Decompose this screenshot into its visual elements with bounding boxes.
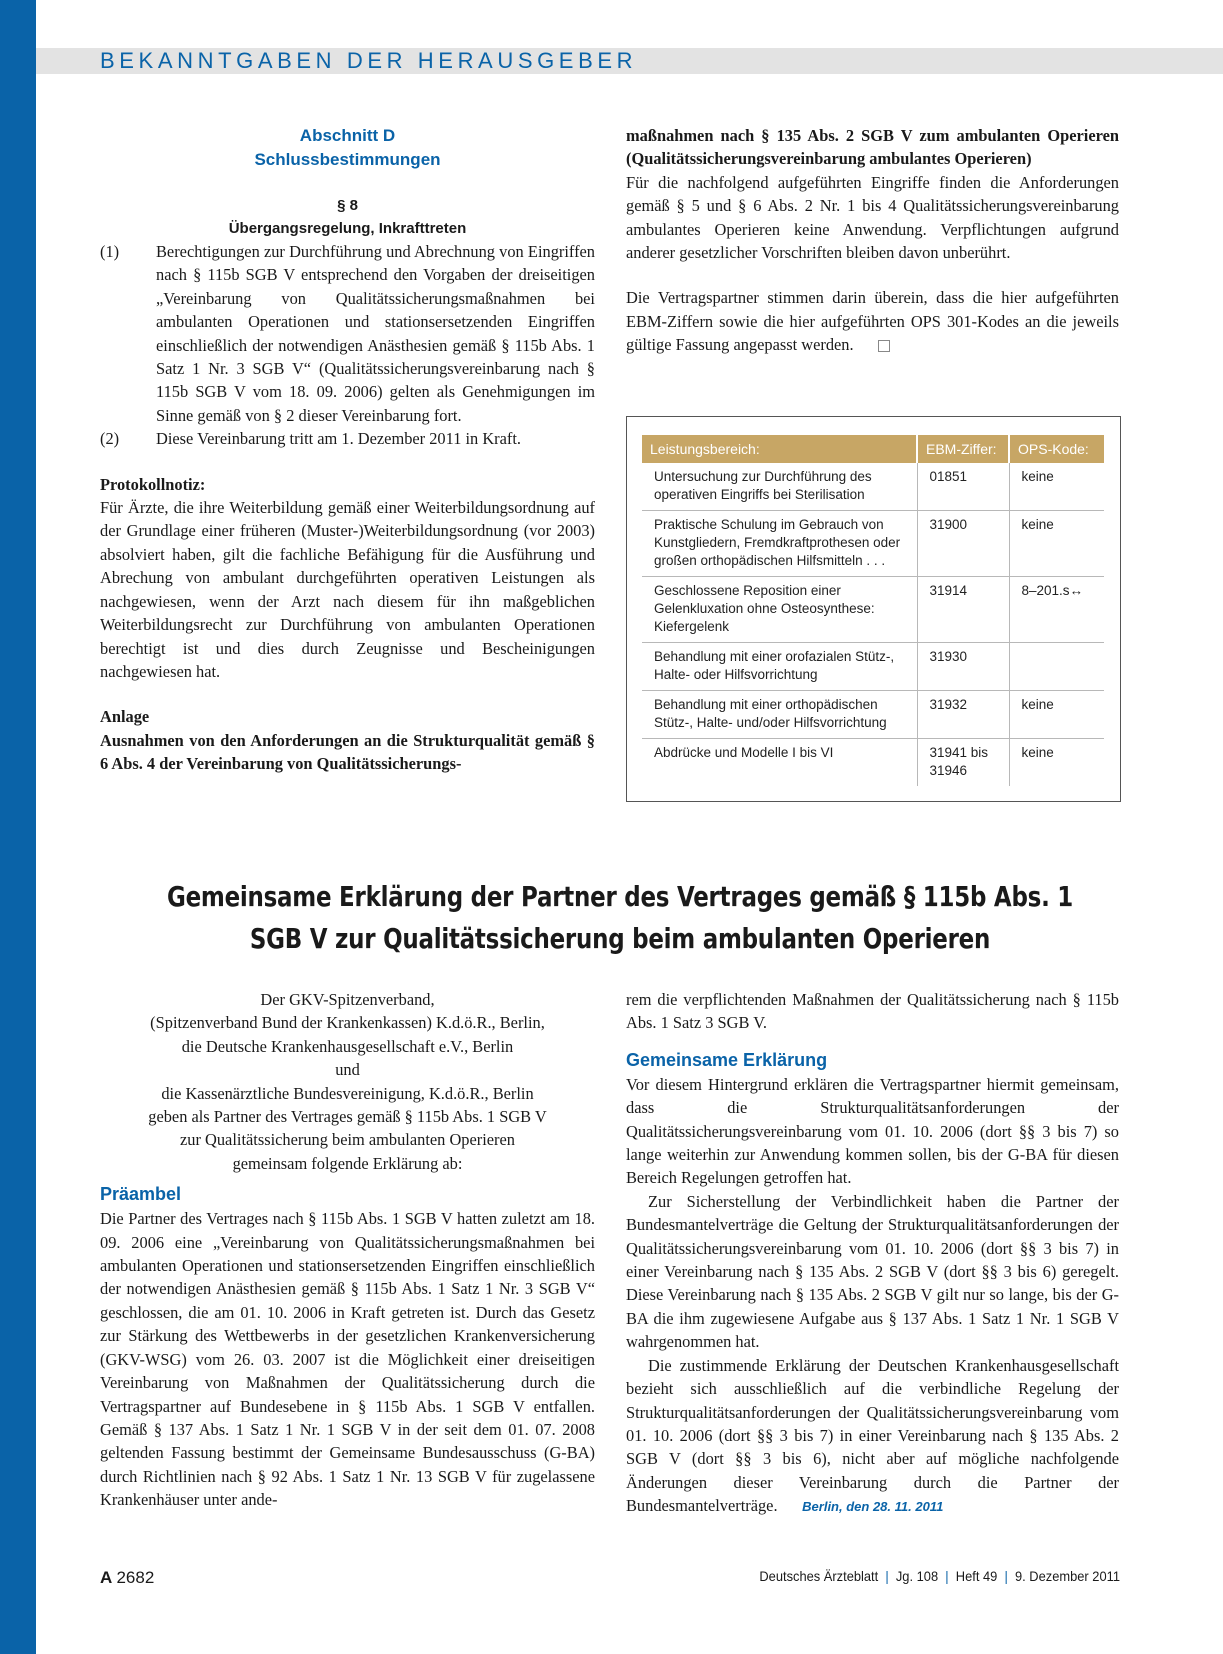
journal-name: Deutsches Ärzteblatt — [759, 1568, 879, 1584]
protokoll-text: Für Ärzte, die ihre Weiterbildung gemäß einer Weiterbildungsordnung auf der Grundlage einer früheren (Muster-)Weiterbildungsordnung (vor 2003) absolviert haben, gilt die fachliche Befähigung für die Ausführung und Abrechung von ambulant durchgeführten operativen Leistungen als nachgewiesen, wenn der Arzt nach diesem für ihn maßgeblichen Weiterbildungsrecht zur Durchführung von ambulanten Operationen berechtigt ist und dies durch Zeugnisse und Bescheinigungen nachgewiesen hat. — [100, 498, 595, 681]
item-text: Diese Vereinbarung tritt am 1. Dezember 2011 in Kraft. — [156, 429, 522, 449]
list-item — [100, 240, 595, 427]
table-cell: Praktische Schulung im Gebrauch von Kunstgliedern, Fremdkraftprothesen oder großen orthopädischen Hilfsmitteln . . . — [642, 511, 917, 577]
erklaerung-heading: Gemeinsame Erklärung — [626, 1049, 828, 1070]
party-line: und — [335, 1060, 360, 1080]
table-cell: 31900 — [917, 511, 1009, 577]
page-number: 2682 — [116, 1568, 155, 1587]
table-cell: keine — [1009, 739, 1104, 787]
table-cell — [1009, 643, 1104, 691]
table-cell: 31930 — [917, 643, 1009, 691]
protokoll-title: Protokollnotiz: — [100, 474, 206, 494]
left-column-bottom — [100, 988, 595, 1512]
table-cell: Geschlossene Reposition einer Gelenkluxation ohne Osteosynthese: Kiefergelenk — [642, 577, 917, 643]
table-cell: 31932 — [917, 691, 1009, 739]
right-column-bottom — [626, 988, 1119, 1519]
page-prefix: A — [100, 1568, 113, 1587]
party-line: die Deutsche Krankenhausgesellschaft e.V., Berlin — [181, 1036, 514, 1056]
anlage-subtitle-cont: maßnahmen nach § 135 Abs. 2 SGB V zum ambulanten Operieren (Qualitätssicherungsvereinbarung ambulantes Operieren) — [626, 126, 1119, 169]
journal-date: 9. Dezember 2011 — [1014, 1568, 1120, 1584]
item-text: Berechtigungen zur Durchführung und Abrechnung von Eingriffen nach § 115b SGB V entsprechend den Vorgaben der dreiseitigen „Vereinbarung von Qualitätssicherungsmaßnahmen bei ambulanten Operationen und stationsersetzenden Eingriffen einschließlich der notwendigen Anästhesien gemäß § 115b Abs. 1 Satz 1 Nr. 3 SGB V“ (Qualitätssicherungsvereinbarung nach § 115b SGB V vom 18. 09. 2006) gelten als Genehmigungen im Sinne gemäß von § 2 dieser Vereinbarung fort. — [156, 242, 595, 425]
section-title: Abschnitt D — [299, 126, 396, 145]
journal-volume: Jg. 108 — [895, 1568, 939, 1584]
party-line: Der GKV-Spitzenverband, — [260, 990, 435, 1009]
anlage-title: Anlage — [100, 707, 150, 727]
erklaerung-text: Die zustimmende Erklärung der Deutschen Krankenhausgesellschaft bezieht sich ausschließlich auf die verbindliche Regelung der Strukturqualitätsanforderungen der Qualitätssicherungsvereinbarung vom 01. 10. 2006 (dort §§ 3 bis 7) in einer Vereinbarung nach § 135 Abs. 2 SGB V (dort §§ 3 bis 6), nicht aber auf mögliche nachfolgende Änderungen dieser Vereinbarung durch die Partner der Bundesmantelverträge. — [626, 1355, 1119, 1516]
table-row — [642, 511, 1104, 577]
party-line: (Spitzenverband Bund der Krankenkassen) K.d.ö.R., Berlin, — [150, 1013, 545, 1033]
table-cell: Behandlung mit einer orthopädischen Stütz-, Halte- und/oder Hilfsvorrichtung — [642, 691, 917, 739]
column-header: EBM-Ziffer: — [917, 435, 1009, 463]
erklaerung-paragraph: Vor diesem Hintergrund erklären die Vertragspartner hiermit gemeinsam, dass die Strukturqualitätsanforderungen der Qualitätssicherungsvereinbarung vom 01. 10. 2006 (dort §§ 3 bis 7) so lange weiterhin zur Anwendung kommen sollen, bis der G-BA für diesen Bereich Regelungen getroffen hat. — [626, 1074, 1119, 1188]
paragraph-title: Übergangsregelung, Inkrafttreten — [228, 220, 467, 237]
column-header: OPS-Kode: — [1009, 435, 1104, 463]
anlage-text: Für die nachfolgend aufgeführten Eingriffe finden die Anforderungen gemäß § 5 und § 6 Abs. 2 Nr. 1 bis 4 Qualitätssicherungsvereinbarung ambulantes Operieren keine Anwendung. Verpflichtungen aufgrund anderer gesetzlicher Vorschriften bleiben davon unberührt. — [626, 172, 1119, 263]
right-column-top — [626, 124, 1119, 357]
parties-block — [100, 988, 595, 1175]
party-line: geben als Partner des Vertrages gemäß § 115b Abs. 1 SGB V — [148, 1107, 547, 1127]
table-row — [642, 463, 1104, 511]
end-of-article-icon — [878, 340, 890, 352]
praeambel-cont: rem die verpflichtenden Maßnahmen der Qualitätssicherung nach § 115b Abs. 1 Satz 3 SGB V. — [626, 990, 1119, 1033]
table-cell: keine — [1009, 463, 1104, 511]
praeambel-heading: Präambel — [100, 1184, 182, 1205]
article-title: Gemeinsame Erklärung der Partner des Vertrages gemäß § 115b Abs. 1 SGB V zur Qualitätssicherung beim ambulanten Operieren — [166, 880, 1074, 955]
table-cell: 31941 bis 31946 — [917, 739, 1009, 787]
table-cell: 01851 — [917, 463, 1009, 511]
table-cell: 8–201.s↔ — [1009, 577, 1104, 643]
table-cell: keine — [1009, 691, 1104, 739]
erklaerung-paragraph: Zur Sicherstellung der Verbindlichkeit haben die Partner der Bundesmantelverträge die Geltung der Strukturqualitätsanforderungen der Qualitätssicherungsvereinbarung vom 01. 10. 2006 (dort §§ 3 bis 7) in einer Vereinbarung nach § 135 Abs. 2 SGB V (dort §§ 3 bis 6) geregelt. Diese Vereinbarung nach § 135 Abs. 2 SGB V gilt nur so lange, bis der G-BA die ihm zugewiesene Aufgabe aus § 137 Abs. 1 Satz 1 Nr. 1 SGB V wahrgenommen hat. — [626, 1191, 1119, 1352]
list-item — [100, 427, 595, 450]
section-header: BEKANNTGABEN DER HERAUSGEBER — [100, 48, 638, 73]
column-header: Leistungsbereich: — [642, 435, 917, 463]
item-number: (2) — [100, 429, 120, 449]
page-footer-right: Deutsches Ärzteblatt | Jg. 108 | Heft 49 | 9. Dezember 2011 — [759, 1568, 1120, 1584]
anlage-subtitle: Ausnahmen von den Anforderungen an die Strukturqualität gemäß § 6 Abs. 4 der Vereinbarung von Qualitätssicherungs- — [100, 730, 595, 774]
anlage-note-text: Die Vertragspartner stimmen darin überein, dass die hier aufgeführten EBM-Ziffern sowie die hier aufgeführten OPS 301-Kodes an die jeweils gültige Fassung angepasst werden. — [626, 288, 1119, 355]
anlage-note — [626, 286, 1119, 356]
journal-issue: Heft 49 — [955, 1568, 998, 1584]
item-number: (1) — [100, 242, 120, 261]
table-row — [642, 643, 1104, 691]
erklaerung-paragraph — [626, 1354, 1119, 1519]
ebm-table-box — [626, 416, 1121, 802]
left-column-top — [100, 124, 595, 776]
table-cell: 31914 — [917, 577, 1009, 643]
party-line: die Kassenärztliche Bundesvereinigung, K.d.ö.R., Berlin — [161, 1083, 534, 1103]
table-cell: Untersuchung zur Durchführung des operativen Eingriffs bei Sterilisation — [642, 463, 917, 511]
table-row — [642, 739, 1104, 787]
table-cell: Abdrücke und Modelle I bis VI — [654, 745, 834, 760]
party-line: zur Qualitätssicherung beim ambulanten Operieren — [180, 1130, 515, 1150]
praeambel-text: Die Partner des Vertrages nach § 115b Abs. 1 SGB V hatten zuletzt am 18. 09. 2006 eine „Vereinbarung von Qualitätssicherungsmaßnahmen bei ambulanten Operationen und stationsersetzenden Eingriffen einschließlich der notwendigen Anästhesien gemäß § 115b Abs. 1 Satz 1 Nr. 3 SGB V“ geschlossen, die am 01. 10. 2006 in Kraft getreten ist. Durch das Gesetz zur Stärkung des Wettbewerbs in der gesetzlichen Krankenversicherung (GKV-WSG) vom 26. 03. 2007 ist die Möglichkeit einer dreiseitigen Vereinbarung von Maßnahmen der Qualitätssicherung durch die Vertragspartner auf Bundesebene in § 115b Abs. 1 SGB V entfallen. Gemäß § 137 Abs. 1 Satz 1 Nr. 1 SGB V in der seit dem 01. 07. 2008 geltenden Fassung bestimmt der Gemeinsame Bundesausschuss (G-BA) durch Richtlinien nach § 92 Abs. 1 Satz 1 Nr. 13 SGB V für zugelassene Krankenhäuser unter ande- — [100, 1209, 595, 1510]
table-row — [642, 577, 1104, 643]
page-footer-left — [100, 1568, 154, 1588]
table-cell: Behandlung mit einer orofazialen Stütz-, Halte- oder Hilfsvorrichtung — [642, 643, 917, 691]
table-cell: keine — [1009, 511, 1104, 577]
ebm-table — [642, 435, 1104, 786]
section-subtitle: Schlussbestimmungen — [254, 150, 441, 169]
left-color-bar — [0, 0, 36, 1654]
signature-date: Berlin, den 28. 11. 2011 — [802, 1499, 944, 1515]
paragraph-number: § 8 — [337, 197, 358, 214]
table-row — [642, 691, 1104, 739]
table-header-row — [642, 435, 1104, 463]
party-line: gemeinsam folgende Erklärung ab: — [232, 1153, 463, 1173]
